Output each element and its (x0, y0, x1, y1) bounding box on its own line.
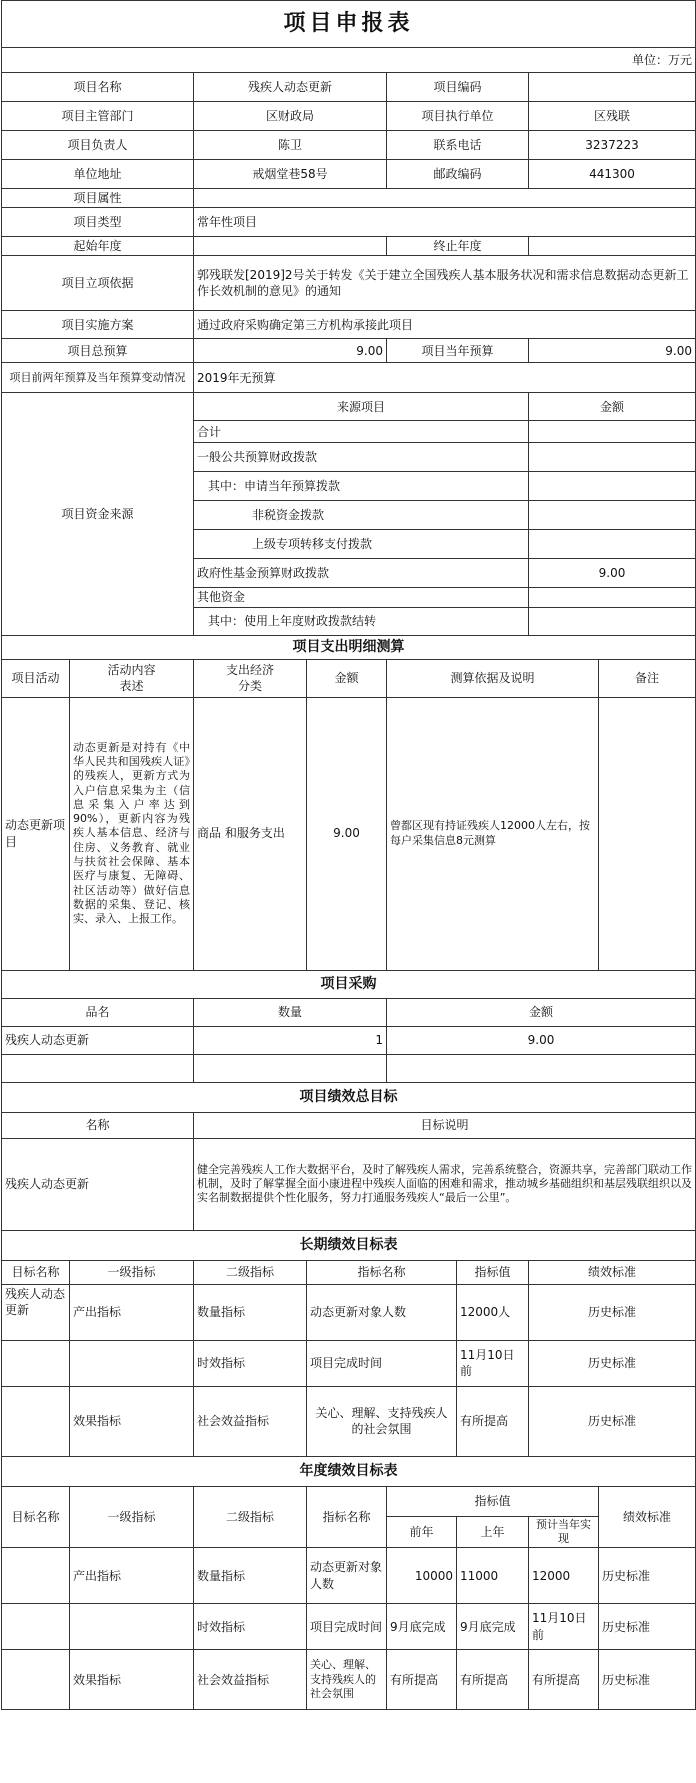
lt-header-l2: 二级指标 (194, 1260, 307, 1284)
lt-l1: 产出指标 (70, 1284, 194, 1340)
expense-basis: 曾都区现有持证残疾人12000人左右，按每户采集信息8元测算 (387, 697, 599, 970)
lt-standard: 历史标准 (529, 1386, 696, 1456)
funding-amount (529, 421, 696, 443)
prev-budget: 2019年无预算 (194, 363, 696, 393)
an-l1 (70, 1604, 194, 1650)
funding-source: 非税资金拨款 (194, 501, 529, 530)
an-standard: 历史标准 (599, 1650, 696, 1710)
an-header-l2: 二级指标 (194, 1486, 307, 1548)
label-attr: 项目属性 (2, 189, 194, 208)
lt-header-standard: 绩效标准 (529, 1260, 696, 1284)
funding-amount (529, 607, 696, 635)
lt-indicator: 关心、理解、支持残疾人的社会氛围 (307, 1386, 457, 1456)
funding-source: 其他资金 (194, 588, 529, 607)
lt-indicator: 项目完成时间 (307, 1340, 457, 1386)
an-l1: 产出指标 (70, 1548, 194, 1604)
label-person: 项目负责人 (2, 131, 194, 160)
proc-qty: 1 (194, 1026, 387, 1054)
proc-header-name: 品名 (2, 998, 194, 1026)
funding-source: 其中：使用上年度财政拨款结转 (194, 607, 529, 635)
lt-standard: 历史标准 (529, 1284, 696, 1340)
lt-header-indicator: 指标名称 (307, 1260, 457, 1284)
section-expense: 项目支出明细测算 (2, 635, 696, 659)
lt-standard: 历史标准 (529, 1340, 696, 1386)
lt-value: 12000人 (457, 1284, 529, 1340)
end-year (529, 237, 696, 256)
phone: 3237223 (529, 131, 696, 160)
unit-label: 单位：万元 (2, 48, 696, 73)
page-title: 项目申报表 (2, 1, 696, 48)
dept: 区财政局 (194, 102, 387, 131)
project-plan: 通过政府采购确定第三方机构承接此项目 (194, 311, 696, 339)
exec-unit: 区残联 (529, 102, 696, 131)
goal-desc: 健全完善残疾人工作大数据平台，及时了解残疾人需求，完善系统整合，资源共享，完善部门联动工作机制，及时了解掌握全面小康进程中残疾人面临的困难和需求，推动城乡基础组织和基层残联组织以及实名制数据提供个性化服务，努力打通服务残疾人“最后一公里”。 (194, 1138, 696, 1230)
an-l1: 效果指标 (70, 1650, 194, 1710)
label-end-year: 终止年度 (387, 237, 529, 256)
an-header-expected: 预计当年实现 (529, 1516, 599, 1548)
proc-header-qty: 数量 (194, 998, 387, 1026)
lt-l2: 社会效益指标 (194, 1386, 307, 1456)
an-v2: 9月底完成 (457, 1604, 529, 1650)
an-v1: 有所提高 (387, 1650, 457, 1710)
project-name: 残疾人动态更新 (194, 73, 387, 102)
attr (194, 189, 696, 208)
an-header-prev1: 上年 (457, 1516, 529, 1548)
an-indicator: 项目完成时间 (307, 1604, 387, 1650)
header-content: 活动内容 表述 (70, 659, 194, 697)
label-basis: 项目立项依据 (2, 256, 194, 311)
lt-value: 有所提高 (457, 1386, 529, 1456)
expense-note (599, 697, 696, 970)
funding-header-amount: 金额 (529, 393, 696, 421)
funding-amount (529, 472, 696, 501)
label-type: 项目类型 (2, 208, 194, 237)
lt-goal-empty (2, 1386, 70, 1456)
lt-header-l1: 一级指标 (70, 1260, 194, 1284)
project-type: 常年性项目 (194, 208, 696, 237)
project-code (529, 73, 696, 102)
proc-amount: 9.00 (387, 1026, 696, 1054)
an-l2: 数量指标 (194, 1548, 307, 1604)
header-note: 备注 (599, 659, 696, 697)
expense-content: 动态更新是对持有《中华人民共和国残疾人证》的残疾人，更新方式为入户信息采集为主（信息采集入户率达到90%），更新内容为残疾人基本信息、经济与住房、义务教育、就业与扶贫社会保障、基本医疗与康复、无障碍、社区活动等）做好信息数据的采集、登记、核实、录入、上报工作。 (70, 697, 194, 970)
label-total-budget: 项目总预算 (2, 339, 194, 363)
label-current-budget: 项目当年预算 (387, 339, 529, 363)
an-header-value: 指标值 (387, 1486, 599, 1516)
section-annual: 年度绩效目标表 (2, 1456, 696, 1486)
funding-amount: 9.00 (529, 559, 696, 588)
expense-activity: 动态更新项目 (2, 697, 70, 970)
funding-source: 上级专项转移支付拨款 (194, 530, 529, 559)
an-v3: 11月10日前 (529, 1604, 599, 1650)
label-phone: 联系电话 (387, 131, 529, 160)
address: 戒烟堂巷58号 (194, 160, 387, 189)
an-v3: 12000 (529, 1548, 599, 1604)
an-indicator: 关心、理解、支持残疾人的社会氛围 (307, 1650, 387, 1710)
person: 陈卫 (194, 131, 387, 160)
an-v2: 有所提高 (457, 1650, 529, 1710)
funding-amount (529, 443, 696, 472)
start-year (194, 237, 387, 256)
an-header-standard: 绩效标准 (599, 1486, 696, 1548)
header-basis: 测算依据及说明 (387, 659, 599, 697)
label-address: 单位地址 (2, 160, 194, 189)
lt-header-goal: 目标名称 (2, 1260, 70, 1284)
funding-source: 政府性基金预算财政拨款 (194, 559, 529, 588)
proc-empty (194, 1054, 387, 1082)
label-funding: 项目资金来源 (2, 393, 194, 635)
funding-source: 一般公共预算财政拨款 (194, 443, 529, 472)
goal-header-name: 名称 (2, 1112, 194, 1138)
lt-l1 (70, 1340, 194, 1386)
section-longterm: 长期绩效目标表 (2, 1230, 696, 1260)
proc-empty (387, 1054, 696, 1082)
an-header-indicator: 指标名称 (307, 1486, 387, 1548)
funding-amount (529, 588, 696, 607)
zip: 441300 (529, 160, 696, 189)
current-budget: 9.00 (529, 339, 696, 363)
goal-name: 残疾人动态更新 (2, 1138, 194, 1230)
an-goal-empty (2, 1604, 70, 1650)
an-header-goal: 目标名称 (2, 1486, 70, 1548)
lt-l1: 效果指标 (70, 1386, 194, 1456)
an-goal-empty (2, 1650, 70, 1710)
an-l2: 社会效益指标 (194, 1650, 307, 1710)
an-indicator: 动态更新对象人数 (307, 1548, 387, 1604)
an-standard: 历史标准 (599, 1548, 696, 1604)
lt-value: 11月10日前 (457, 1340, 529, 1386)
an-header-prev2: 前年 (387, 1516, 457, 1548)
expense-econ: 商品 和服务支出 (194, 697, 307, 970)
an-header-l1: 一级指标 (70, 1486, 194, 1548)
an-l2: 时效指标 (194, 1604, 307, 1650)
project-form (1, 0, 696, 1710)
label-exec-unit: 项目执行单位 (387, 102, 529, 131)
an-v1: 10000 (387, 1548, 457, 1604)
label-start-year: 起始年度 (2, 237, 194, 256)
label-project-code: 项目编码 (387, 73, 529, 102)
header-activity: 项目活动 (2, 659, 70, 697)
proc-header-amount: 金额 (387, 998, 696, 1026)
lt-l2: 时效指标 (194, 1340, 307, 1386)
total-budget: 9.00 (194, 339, 387, 363)
lt-l2: 数量指标 (194, 1284, 307, 1340)
project-basis: 郭残联发[2019]2号关于转发《关于建立全国残疾人基本服务状况和需求信息数据动态更新工作长效机制的意见》的通知 (194, 256, 696, 311)
expense-amount: 9.00 (307, 697, 387, 970)
funding-header-source: 来源项目 (194, 393, 529, 421)
header-econ: 支出经济 分类 (194, 659, 307, 697)
label-prev-budget: 项目前两年预算及当年预算变动情况 (2, 363, 194, 393)
an-standard: 历史标准 (599, 1604, 696, 1650)
lt-indicator: 动态更新对象人数 (307, 1284, 457, 1340)
an-v1: 9月底完成 (387, 1604, 457, 1650)
label-zip: 邮政编码 (387, 160, 529, 189)
funding-source: 其中：申请当年预算拨款 (194, 472, 529, 501)
lt-goal: 残疾人动态更新 (2, 1284, 70, 1340)
goal-header-desc: 目标说明 (194, 1112, 696, 1138)
an-v3: 有所提高 (529, 1650, 599, 1710)
lt-header-value: 指标值 (457, 1260, 529, 1284)
proc-name: 残疾人动态更新 (2, 1026, 194, 1054)
header-amount: 金额 (307, 659, 387, 697)
lt-goal-empty (2, 1340, 70, 1386)
label-plan: 项目实施方案 (2, 311, 194, 339)
section-procurement: 项目采购 (2, 970, 696, 998)
proc-empty (2, 1054, 194, 1082)
section-overall-goal: 项目绩效总目标 (2, 1082, 696, 1112)
funding-source: 合计 (194, 421, 529, 443)
an-v2: 11000 (457, 1548, 529, 1604)
label-dept: 项目主管部门 (2, 102, 194, 131)
funding-amount (529, 501, 696, 530)
label-project-name: 项目名称 (2, 73, 194, 102)
funding-amount (529, 530, 696, 559)
an-goal-empty (2, 1548, 70, 1604)
